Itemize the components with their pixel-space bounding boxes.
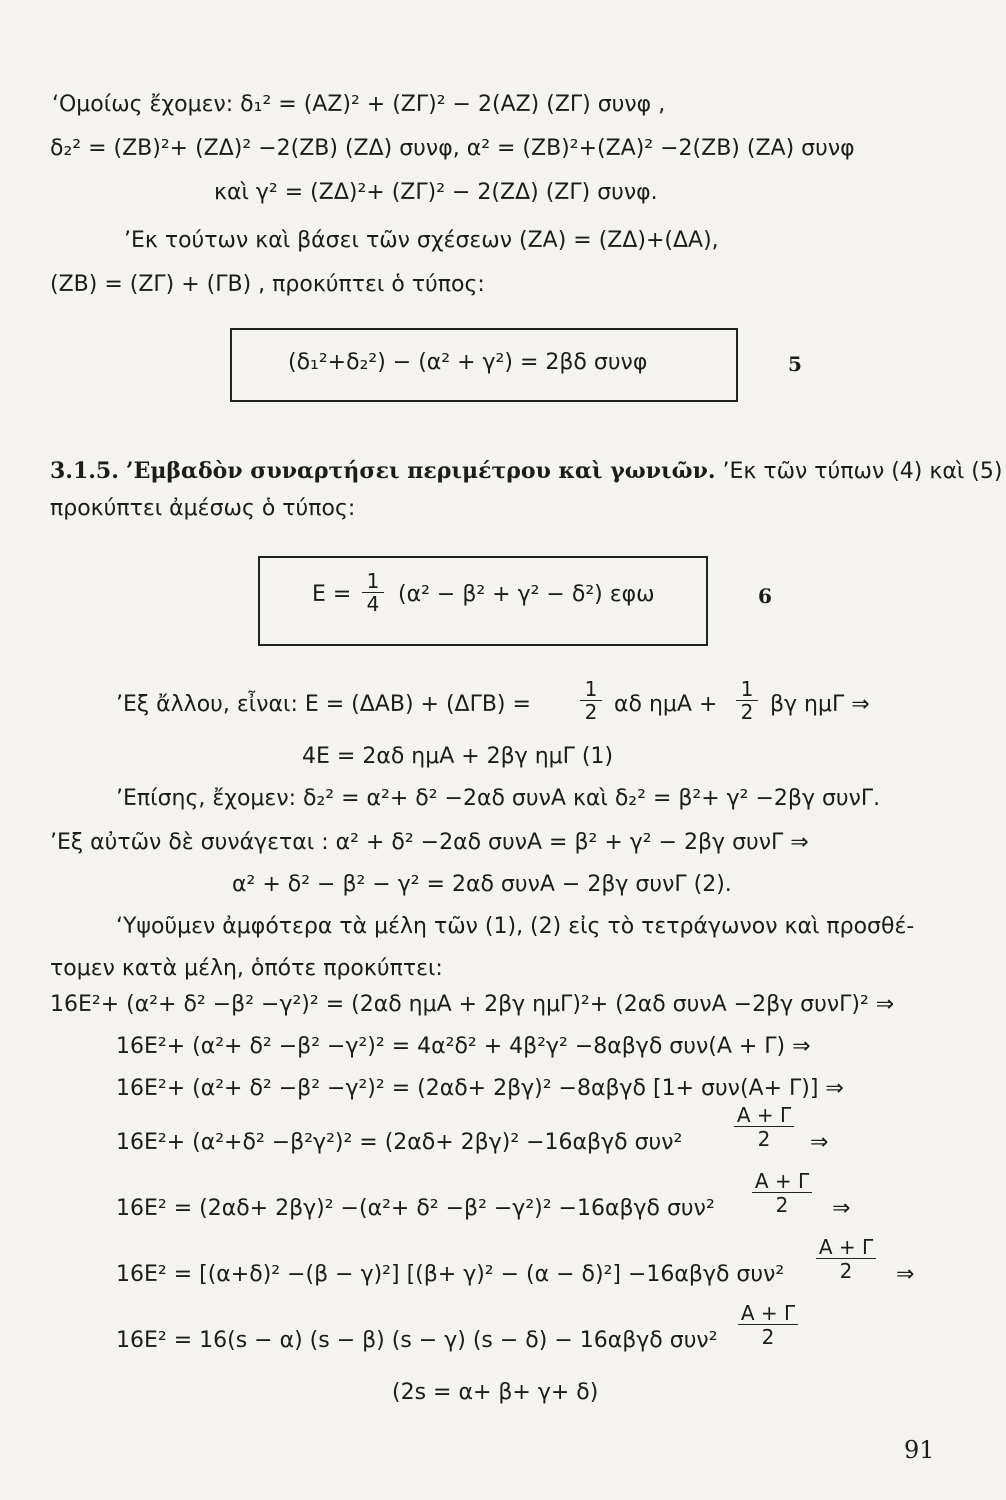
formula-number: 5 — [788, 352, 802, 376]
equation-line: 16Ε² = 16(s − α) (s − β) (s − γ) (s − δ) − 16αβγδ συν² — [116, 1328, 718, 1353]
numerator: 1 — [362, 570, 384, 593]
section-heading — [50, 458, 1002, 485]
formula-number: 6 — [758, 584, 772, 608]
fraction-half-angle — [816, 1236, 876, 1283]
equation-fragment: βγ ημΓ ⇒ — [770, 692, 870, 717]
denominator: 2 — [761, 1325, 775, 1349]
implies-arrow: ⇒ — [810, 1130, 829, 1155]
fraction-one-half — [580, 678, 602, 723]
denominator: 2 — [839, 1259, 853, 1283]
boxed-formula: (δ₁²+δ₂²) − (α² + γ²) = 2βδ συνφ — [288, 350, 648, 375]
denominator: 2 — [775, 1193, 789, 1217]
fraction-half-angle — [752, 1170, 812, 1217]
equation-line: ’Εξ αὐτῶν δὲ συνάγεται : α² + δ² −2αδ συνΑ = β² + γ² − 2βγ συνΓ ⇒ — [50, 830, 809, 855]
numerator: Α + Γ — [734, 1104, 794, 1127]
text-line: ‘Υψοῦμεν ἀμφότερα τὰ μέλη τῶν (1), (2) εἰς τὸ τετράγωνον καὶ προσθέ- — [116, 914, 915, 939]
page-number: 91 — [904, 1436, 935, 1464]
equation-line: ‘Ομοίως ἔχομεν: δ₁² = (ΑΖ)² + (ΖΓ)² − 2(ΑΖ) (ΖΓ) συνφ , — [52, 92, 666, 117]
fraction-half-angle — [738, 1302, 798, 1349]
equation-line: 4Ε = 2αδ ημΑ + 2βγ ημΓ (1) — [302, 744, 614, 769]
text-line: ’Εκ τούτων καὶ βάσει τῶν σχέσεων (ΖΑ) = (ΖΔ)+(ΔΑ), — [124, 228, 719, 253]
denominator: 2 — [584, 700, 598, 724]
numerator: 1 — [580, 678, 602, 701]
numerator: Α + Γ — [752, 1170, 812, 1193]
equation-line: ’Επίσης, ἔχομεν: δ₂² = α²+ δ² −2αδ συνΑ καὶ δ₂² = β²+ γ² −2βγ συνΓ. — [116, 786, 881, 811]
text-line: τομεν κατὰ μέλη, ὁπότε προκύπτει: — [50, 956, 443, 981]
equation-line: 16Ε²+ (α²+δ² −β²γ²)² = (2αδ+ 2βγ)² −16αβγδ συν² — [116, 1130, 683, 1155]
section-intro: ’Εκ τῶν τύπων (4) καὶ (5) — [715, 459, 1003, 484]
boxed-formula-left: Ε = — [312, 582, 352, 607]
denominator: 2 — [740, 700, 754, 724]
equation-line: (2s = α+ β+ γ+ δ) — [392, 1380, 599, 1405]
equation-line: ’Εξ ἄλλου, εἶναι: Ε = (ΔΑΒ) + (ΔΓΒ) = — [116, 692, 531, 717]
numerator: 1 — [736, 678, 758, 701]
equation-fragment: αδ ημΑ + — [614, 692, 718, 717]
equation-line: καὶ γ² = (ΖΔ)²+ (ΖΓ)² − 2(ΖΔ) (ΖΓ) συνφ. — [214, 180, 658, 205]
section-number: 3.1.5. — [50, 458, 119, 484]
section-title: ’Εμβαδὸν συναρτήσει περιμέτρου καὶ γωνιῶν. — [125, 458, 716, 484]
implies-arrow: ⇒ — [896, 1262, 915, 1287]
equation-line: 16Ε²+ (α²+ δ² −β² −γ²)² = (2αδ ημΑ + 2βγ ημΓ)²+ (2αδ συνΑ −2βγ συνΓ)² ⇒ — [50, 992, 895, 1017]
text-line: προκύπτει ἀμέσως ὁ τύπος: — [50, 496, 356, 521]
numerator: Α + Γ — [816, 1236, 876, 1259]
denominator: 4 — [366, 592, 380, 616]
denominator: 2 — [757, 1127, 771, 1151]
equation-line: 16Ε²+ (α²+ δ² −β² −γ²)² = 4α²δ² + 4β²γ² −8αβγδ συν(Α + Γ) ⇒ — [116, 1034, 811, 1059]
implies-arrow: ⇒ — [832, 1196, 851, 1221]
equation-line: δ₂² = (ΖΒ)²+ (ΖΔ)² −2(ΖΒ) (ΖΔ) συνφ, α² = (ΖΒ)²+(ΖΑ)² −2(ΖΒ) (ΖΑ) συνφ — [50, 136, 855, 161]
fraction-half-angle — [734, 1104, 794, 1151]
equation-line: 16Ε² = [(α+δ)² −(β − γ)²] [(β+ γ)² − (α − δ)²] −16αβγδ συν² — [116, 1262, 785, 1287]
equation-line: 16Ε²+ (α²+ δ² −β² −γ²)² = (2αδ+ 2βγ)² −8αβγδ [1+ συν(Α+ Γ)] ⇒ — [116, 1076, 844, 1101]
text-line: (ΖΒ) = (ΖΓ) + (ΓΒ) , προκύπτει ὁ τύπος: — [50, 272, 485, 297]
boxed-formula-right: (α² − β² + γ² − δ²) εφω — [398, 582, 655, 607]
equation-line: α² + δ² − β² − γ² = 2αδ συνΑ − 2βγ συνΓ (2). — [232, 872, 732, 897]
fraction-one-quarter — [362, 570, 384, 615]
numerator: Α + Γ — [738, 1302, 798, 1325]
fraction-one-half — [736, 678, 758, 723]
equation-line: 16Ε² = (2αδ+ 2βγ)² −(α²+ δ² −β² −γ²)² −16αβγδ συν² — [116, 1196, 715, 1221]
